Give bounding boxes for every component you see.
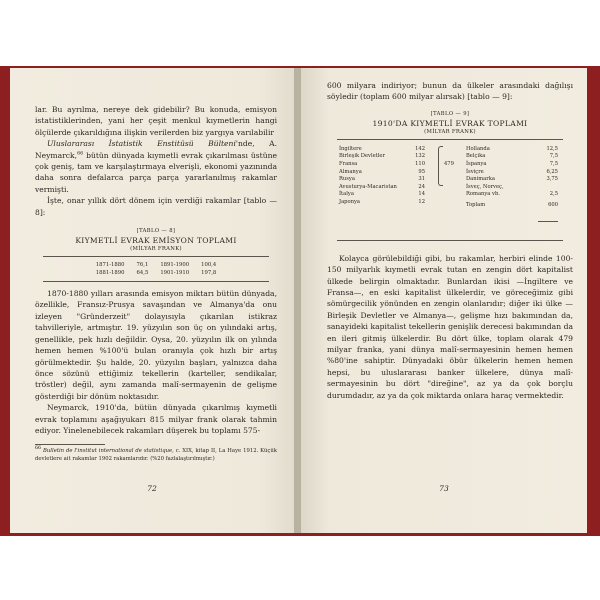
emission-table (90, 261, 223, 277)
country-value: 14 (418, 191, 425, 198)
table-cell: 1891-1900 (160, 262, 190, 269)
table-cell: 100,4 (201, 262, 217, 269)
country-value: 110 (415, 161, 425, 167)
table-row (90, 261, 223, 269)
table-row (466, 169, 558, 177)
table-title: KIYMETLİ EVRAK EMİSYON TOPLAMI (75, 236, 237, 246)
footnote-marker: 66 (77, 151, 84, 157)
paragraph-text: 'nde, A. Neymarck, (35, 139, 277, 160)
country-value: 31 (418, 176, 425, 183)
country-value: 24 (418, 183, 425, 190)
table-row (466, 146, 558, 154)
footnote-rule (35, 444, 105, 445)
brace-total: 479 (444, 160, 454, 167)
table-ref: [TABLO — 8] (136, 228, 176, 235)
total-rule (538, 221, 558, 222)
paragraph: 1870-1880 yılları arasında emisyon miktarı bütün dünyada, özellikle, Fransız-Prusya savaşından ve Almanya'da onu izleyen "Gründerzeit" dolayısıyla çıkarılan istikraz tahvilleriyle, artmıştır. 19. yüzyılın son üç on yılındaki artış, genellikle, pek hızlı değildir. Oysa, 20. yüzyılın ilk on yılında hemen hemen %100'ü bulan oranıyla çok hızlı bir artış görülmektedir. Şu halde, 20. yüzyılın başları, yalnızca daha önce sözünü ettiğimiz tekellerin (karteller, sendikalar, tröstler) değil, aynı zamanda malî-sermayenin de gelişme gösterdiği bir dönüm noktasıdır. (35, 289, 277, 401)
country-name: Danimarka (466, 176, 495, 183)
table-rule (337, 139, 563, 140)
country-name: Romanya vb. (466, 191, 500, 198)
table-cell: 1871-1880 (95, 262, 125, 269)
footnote-source: Bulletin de l'institut international de statistique (41, 448, 173, 455)
country-name: Fransa (339, 161, 358, 167)
country-value: 142 (415, 145, 425, 152)
paragraph-text: bütün dünyada kıymetli evrak çıkarılması üstüne çok geniş, tam ve karşılaştırmaya elverişli, ekonomi yazınında daha sonra defalarca parça parça yararlanılmış rakamlar vermişti. (35, 150, 277, 194)
table-row (466, 191, 558, 199)
left-page (10, 68, 294, 533)
table-ref: [TABLO — 9] (430, 110, 470, 117)
country-name: İsveç, Norveç, (466, 183, 504, 190)
country-value: 12,5 (546, 145, 558, 152)
table-cell: 64,5 (136, 270, 149, 277)
country-value: 12 (418, 198, 425, 205)
country-name: Birleşik Devletler (339, 153, 385, 160)
table-subtitle: (MİLYAR FRANK) (130, 246, 182, 253)
footnote-marker: 66 (35, 446, 42, 452)
table-row (90, 269, 223, 277)
paragraph: 600 milyara indiriyor; bunun da ülkeler arasındaki dağılışı söyledir (toplam 600 milyar alırsak) [tablo — 9]: (327, 81, 573, 102)
total-label: Toplam (466, 201, 486, 208)
table-row (466, 161, 558, 169)
page-number: 72 (147, 484, 157, 493)
table-row (466, 153, 558, 161)
footnote-text: , c. XIX, kitap II, La Haye 1912. Küçük devletlere ait rakamlar 1902 rakamlarıdır. (%20 fazlalaştırılmıştır.) (35, 448, 277, 462)
paragraph (35, 138, 277, 195)
table-rule (43, 256, 269, 257)
table-row (339, 146, 425, 154)
table-rule (43, 281, 269, 282)
footnote (35, 448, 277, 463)
country-table (337, 143, 563, 241)
table-subtitle: (MİLYAR FRANK) (424, 128, 476, 135)
country-value: 95 (418, 168, 425, 175)
paragraph: Neymarck, 1910'da, bütün dünyada çıkarılmış kıymetli evrak toplamını aşağıyukarı 815 milyar frank olarak tahmin ediyor. Yinelenebilecek rakamları düşerek bu toplamı 575- (35, 403, 277, 435)
total-value: 600 (548, 201, 558, 208)
country-value: 6,25 (546, 168, 558, 175)
country-name: Rusya (339, 176, 355, 183)
table-row (466, 176, 558, 184)
country-name: İspanya (466, 161, 487, 167)
country-name: Japonya (339, 198, 360, 205)
brace-bracket (438, 146, 443, 186)
table-row (339, 199, 425, 207)
country-name: Almanya (339, 168, 362, 175)
book-gutter (294, 68, 301, 533)
table-cell: 197,8 (201, 270, 217, 277)
country-name: Avusturya-Macaristan (339, 183, 397, 190)
bulletin-title: Uluslararası İstatistik Enstitüsü Bülteni (47, 139, 236, 149)
paragraph: Kolayca görülebildiği gibi, bu rakamlar, herbiri elinde 100-150 milyarlık kıymetli evrak tutan en zengin dört kapitalist ülkede belirgin olmaktadır. Bunlardan ikisi —İngiltere ve Fransa—, en eski kapitalist ülkelerdir, ve göreceğimiz gibi sömürgecilik yönünden en zengin olanlarıdır; diğer iki ülke —Birleşik Devletler ve Almanya—, gelişme hızı bakımından da, sanayideki kapitalist tekellerin genişlik derecesi bakımından da en ileri gitmiş ülkelerdir. Bu dört ülke, toplam olarak 479 milyar franka, yani dünya malî-sermayesinin hemen hemen %80'ine sahiptir. Dünyadaki öbür ülkelerin hemen hemen hepsi, bu uluslararası banker ülkelere, dünya malî-sermayesinin bu dört "direğine", az ya da çok borçlu durumdadır, az ya da çok miktarda onlara haraç vermektedir. (327, 253, 573, 400)
country-name: İsviçre (466, 168, 484, 175)
table-title: 1910'DA KIYMETLİ EVRAK TOPLAMI (372, 118, 528, 128)
paragraph: lar. Bu ayrılma, nereye dek gidebilir? Bu konuda, emisyon istatistiklerinden, yani her çeşit menkul kıymetlerin hangi ölçülerde çıkarıldığına ilişkin verilerden biz yargıya varılabilir (35, 105, 277, 137)
country-value: 3,75 (546, 176, 558, 183)
country-value: 132 (415, 153, 425, 160)
table-row (466, 184, 558, 192)
table-row (339, 176, 425, 184)
country-name: Hollanda (466, 145, 490, 152)
table-row (339, 169, 425, 177)
page-number: 73 (439, 484, 449, 493)
country-value: 2,5 (549, 191, 558, 198)
country-column-left (339, 146, 425, 207)
table-cell: 1881-1890 (95, 270, 125, 277)
table-cell: 1901-1910 (160, 270, 190, 277)
paragraph: İşte, onar yıllık dört dönem için verdiği rakamlar [tablo — 8]: (35, 196, 277, 217)
table-row (339, 153, 425, 161)
table-rule (337, 240, 563, 241)
table-row (339, 161, 425, 169)
table-row (339, 191, 425, 199)
country-value: 7,5 (549, 153, 558, 160)
country-name: İtalya (339, 191, 354, 198)
country-value: 7,5 (549, 161, 558, 167)
table-cell: 76,1 (136, 262, 149, 269)
country-name: Belçika (466, 153, 486, 160)
country-name: İngiltere (339, 145, 362, 152)
country-column-right (466, 146, 558, 210)
right-page (301, 68, 587, 533)
total-row (466, 202, 558, 210)
